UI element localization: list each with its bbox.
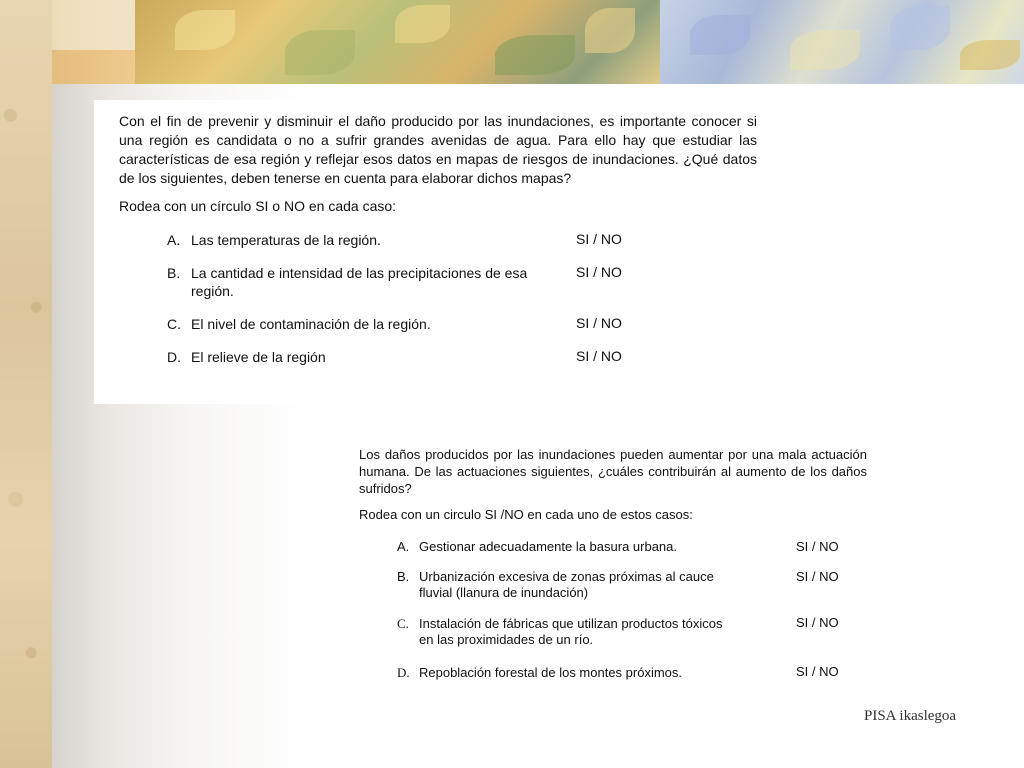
- question-2-answer-a[interactable]: SI / NO: [796, 539, 839, 554]
- question-1-answer-b[interactable]: SI / NO: [576, 264, 622, 280]
- question-2-answer-c[interactable]: SI / NO: [796, 615, 839, 630]
- decorative-leaf-banner: [135, 0, 660, 86]
- question-1-answer-a[interactable]: SI / NO: [576, 231, 622, 247]
- question-2-text: Los daños producidos por las inundaciones pueden aumentar por una mala actuación humana. De las actuaciones siguientes, ¿cuáles contribuirán al aumento de los daños sufridos?: [359, 447, 867, 496]
- question-1-text: Con el fin de prevenir y disminuir el daño producido por las inundaciones, es importante conocer si una región es candidata o no a sufrir grandes avenidas de agua. Para ello hay que estudiar las características de esa región y reflejar esos datos en mapas de riesgos de inundaciones. ¿Qué datos de los siguientes, deben tenerse en cuenta para elaborar dichos mapas?: [119, 113, 757, 186]
- question-1-answer-d[interactable]: SI / NO: [576, 348, 622, 364]
- question-2-answer-b[interactable]: SI / NO: [796, 569, 839, 584]
- parchment-strip: [0, 0, 52, 768]
- question-1-instruction: Rodea con un círculo SI o NO en cada caso:: [119, 198, 397, 214]
- question-2-answer-d[interactable]: SI / NO: [796, 664, 839, 679]
- question-2-option-c: C. Instalación de fábricas que utilizan productos tóxicos en las proximidades de un río.: [397, 616, 723, 647]
- question-2-instruction: Rodea con un circulo SI /NO en cada uno de estos casos:: [359, 507, 693, 522]
- footer-caption: PISA ikaslegoa: [864, 708, 957, 724]
- decorative-floral-banner: [660, 0, 1024, 86]
- question-2-option-b: B. Urbanización excesiva de zonas próximas al cauce fluvial (llanura de inundación): [397, 569, 714, 600]
- question-1-option-b: B. La cantidad e intensidad de las precipitaciones de esa región.: [167, 265, 528, 299]
- question-1-answer-c[interactable]: SI / NO: [576, 315, 622, 331]
